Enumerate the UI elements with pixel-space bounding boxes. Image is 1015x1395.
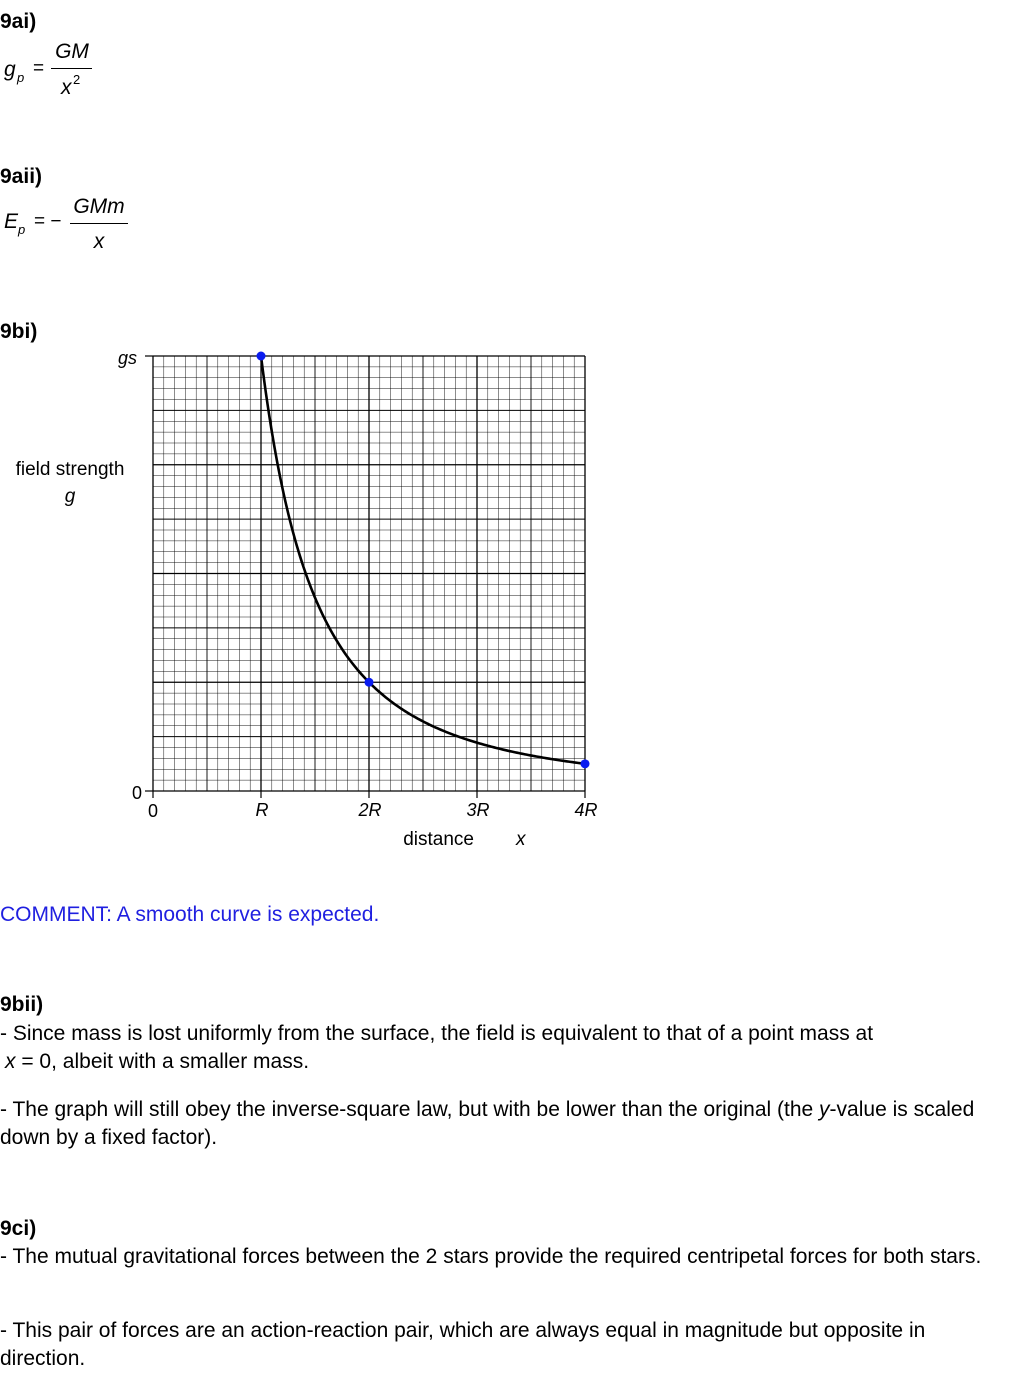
x-tick-label-4R: 4R — [574, 800, 598, 820]
data-point — [257, 352, 266, 361]
inline-math-x-equals-0: x = 0 — [5, 1050, 52, 1073]
x-axis-label: distance — [403, 829, 474, 850]
eq-equals: = — [33, 58, 45, 79]
paragraph-text: - Since mass is lost uniformly from the surface, the field is equivalent to that of a point mass at — [0, 1022, 874, 1045]
italic-y: y — [819, 1098, 830, 1121]
x-tick-label-2R: 2R — [358, 800, 382, 820]
heading-9ai: 9ai) — [0, 10, 37, 33]
graph-svg — [0, 340, 620, 860]
eq-denominator: x — [61, 76, 72, 99]
y-axis-symbol: g — [64, 486, 76, 507]
eq-denominator-exponent: 2 — [73, 72, 81, 87]
data-point — [581, 759, 590, 768]
heading-9bii: 9bii) — [0, 993, 44, 1016]
eq-equals-minus: = − — [34, 211, 62, 232]
paragraph-9ci-2: - This pair of forces are an action-reaction pair, which are always equal in magnitude but opposite in direction. — [0, 1319, 926, 1370]
x-tick-label-0: 0 — [147, 801, 159, 821]
eq-lhs-subscript: p — [17, 70, 25, 85]
paragraph-9bii-2 — [0, 1096, 1010, 1152]
paragraph-9ci-1: - The mutual gravitational forces between the 2 stars provide the required centripetal forces for both stars. — [0, 1245, 982, 1268]
y-tick-label-0: 0 — [132, 783, 143, 803]
y-axis-label: field strength — [15, 459, 125, 480]
eq-lhs: g — [4, 58, 16, 81]
x-tick-label-3R: 3R — [466, 800, 490, 820]
paragraph-text-continued: -value is scaled down by a fixed factor). — [0, 1098, 975, 1149]
heading-9ci: 9ci) — [0, 1217, 37, 1240]
x-axis-symbol: x — [516, 829, 526, 850]
ticks-layer — [145, 356, 585, 798]
paragraph-9bii-1 — [0, 1020, 1010, 1076]
eq-lhs-subscript: p — [18, 222, 26, 237]
paragraph-text: - The graph will still obey the inverse-square law, but with be lower than the original (the — [0, 1098, 820, 1121]
field-strength-graph — [0, 340, 620, 860]
eq-numerator: GMm — [73, 195, 125, 218]
data-point — [365, 678, 374, 687]
eq-numerator: GM — [55, 40, 89, 63]
heading-9bi: 9bi) — [0, 320, 38, 343]
x-tick-label-R: R — [255, 800, 269, 820]
heading-9aii: 9aii) — [0, 165, 43, 188]
fraction-bar — [51, 68, 92, 69]
eq-lhs: E — [4, 210, 19, 233]
comment-smooth-curve: COMMENT: A smooth curve is expected. — [0, 903, 380, 926]
fraction-bar — [70, 223, 128, 224]
y-tick-label-gs: gs — [118, 348, 138, 368]
eq-denominator: x — [93, 230, 105, 253]
paragraph-text-continued: , albeit with a smaller mass. — [51, 1050, 310, 1073]
